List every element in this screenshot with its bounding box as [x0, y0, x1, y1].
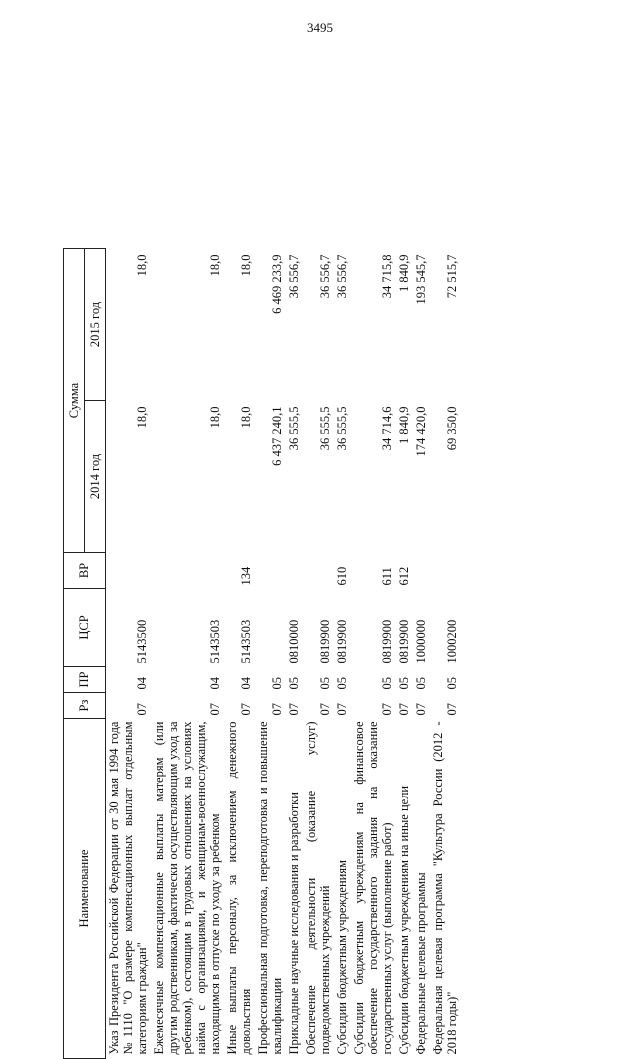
cell-pr: 05 — [414, 677, 428, 690]
cell-pr: 05 — [287, 677, 301, 690]
cell-vr: 134 — [239, 566, 253, 586]
cell-name: Прикладные научные исследования и разработки — [287, 792, 301, 1055]
header-name: Наименование — [64, 719, 106, 1059]
cell-vr — [430, 553, 461, 589]
cell-rz: 07 — [239, 703, 253, 716]
budget-table — [63, 248, 461, 1059]
cell-vr — [303, 553, 334, 589]
cell-vr: 612 — [397, 566, 411, 586]
cell-name: Ежемесячные компенсационные выплаты матерям (или другим родственникам, фактически осуществляющим уход за ребенком), состоящим в трудовых отношениях на условиях найма с организациями, и женщинам-военнослужащим, находящимся в отпуске по уходу за ребенком — [152, 721, 222, 1055]
cell-y2014: 36 555,5 — [318, 406, 332, 451]
cell-rz: 07 — [287, 703, 301, 716]
cell-y2014: 36 555,5 — [335, 406, 349, 451]
budget-table-rotated — [63, 249, 583, 1059]
cell-y2014: 18,0 — [239, 406, 253, 429]
cell-y2015: 6 469 233,9 — [270, 254, 284, 314]
table-row — [413, 249, 430, 1059]
cell-y2015: 193 545,7 — [414, 254, 428, 305]
table-row — [106, 249, 152, 1059]
table-row — [224, 249, 255, 1059]
cell-name: Иные выплаты персоналу, за исключением денежного довольствия — [225, 721, 253, 1055]
cell-y2014: 18,0 — [135, 406, 149, 429]
cell-name: Обеспечение деятельности (оказание услуг) подведомственных учреждений — [304, 721, 332, 1055]
header-sum: Сумма — [64, 249, 85, 553]
table-row — [303, 249, 334, 1059]
table-row — [255, 249, 286, 1059]
cell-rz: 07 — [380, 703, 394, 716]
cell-y2015: 36 556,7 — [318, 254, 332, 299]
table-body — [106, 249, 462, 1059]
cell-csr: 0819900 — [397, 619, 411, 664]
cell-y2014: 6 437 240,1 — [270, 406, 284, 466]
cell-y2014: 69 350,0 — [445, 406, 459, 451]
cell-y2015: 36 556,7 — [335, 254, 349, 299]
cell-name: Субсидии бюджетным учреждениям — [335, 859, 349, 1055]
header-2015: 2015 год — [85, 249, 106, 401]
cell-vr: 610 — [335, 566, 349, 586]
cell-rz: 07 — [208, 703, 222, 716]
cell-pr: 05 — [318, 677, 332, 690]
cell-csr: 0819900 — [335, 619, 349, 664]
cell-name: Субсидии бюджетным учреждениям на финансовое обеспечение государственного задания на оказание государственных услуг (выполнение работ) — [352, 721, 394, 1055]
cell-rz: 07 — [135, 703, 149, 716]
cell-vr — [413, 553, 430, 589]
cell-vr — [286, 553, 303, 589]
cell-rz: 07 — [397, 703, 411, 716]
cell-y2014: 1 840,9 — [397, 406, 411, 444]
table-row — [334, 249, 351, 1059]
cell-csr: 0819900 — [380, 619, 394, 664]
table-row — [351, 249, 396, 1059]
table-header — [64, 249, 106, 1059]
cell-vr — [151, 553, 224, 589]
cell-pr: 05 — [397, 677, 411, 690]
header-pr: ПР — [64, 667, 106, 693]
cell-y2015: 1 840,9 — [397, 254, 411, 292]
cell-y2015: 18,0 — [239, 254, 253, 277]
header-2014: 2014 год — [85, 401, 106, 553]
cell-csr: 0810000 — [287, 619, 301, 664]
cell-pr: 05 — [380, 677, 394, 690]
cell-y2015: 36 556,7 — [287, 254, 301, 299]
cell-csr — [255, 589, 286, 667]
cell-csr: 5143503 — [239, 619, 253, 664]
table-row — [396, 249, 413, 1059]
cell-name: Профессиональная подготовка, переподготовка и повышение квалификации — [256, 721, 284, 1055]
header-vr: ВР — [64, 553, 106, 589]
cell-name: Указ Президента Российской Федерации от 30 мая 1994 года №1110 "О размере компенсационных выплат отдельным категориям граждан" — [107, 721, 149, 1055]
cell-pr: 05 — [445, 677, 459, 690]
cell-rz: 07 — [318, 703, 332, 716]
table-row — [430, 249, 461, 1059]
cell-csr: 1000200 — [445, 619, 459, 664]
cell-vr — [106, 553, 152, 589]
cell-rz: 07 — [335, 703, 349, 716]
cell-rz: 07 — [445, 703, 459, 716]
cell-y2015: 72 515,7 — [445, 254, 459, 299]
header-rz: Рз — [64, 693, 106, 719]
cell-y2015: 34 715,8 — [380, 254, 394, 299]
cell-y2015: 18,0 — [135, 254, 149, 277]
cell-pr: 05 — [335, 677, 349, 690]
cell-y2014: 18,0 — [208, 406, 222, 429]
header-csr: ЦСР — [64, 589, 106, 667]
page-number: 3495 — [307, 20, 333, 35]
table-row — [151, 249, 224, 1059]
cell-vr — [255, 553, 286, 589]
cell-y2014: 36 555,5 — [287, 406, 301, 451]
cell-pr: 04 — [208, 677, 222, 690]
cell-csr: 5143503 — [208, 619, 222, 664]
cell-rz: 07 — [414, 703, 428, 716]
cell-pr: 05 — [270, 677, 284, 690]
cell-name: Федеральные целевые программы — [414, 872, 428, 1055]
table-row — [286, 249, 303, 1059]
cell-name: Федеральная целевая программа "Культура России (2012 - 2018 годы)" — [431, 721, 459, 1055]
cell-pr: 04 — [239, 677, 253, 690]
cell-y2014: 34 714,6 — [380, 406, 394, 451]
cell-name: Субсидии бюджетным учреждениям на иные цели — [397, 785, 411, 1055]
cell-pr: 04 — [135, 677, 149, 690]
cell-csr: 0819900 — [318, 619, 332, 664]
cell-y2014: 174 420,0 — [414, 406, 428, 457]
cell-csr: 5143500 — [135, 619, 149, 664]
cell-vr: 611 — [380, 567, 394, 586]
cell-y2015: 18,0 — [208, 254, 222, 277]
cell-rz: 07 — [270, 703, 284, 716]
cell-csr: 1000000 — [414, 619, 428, 664]
